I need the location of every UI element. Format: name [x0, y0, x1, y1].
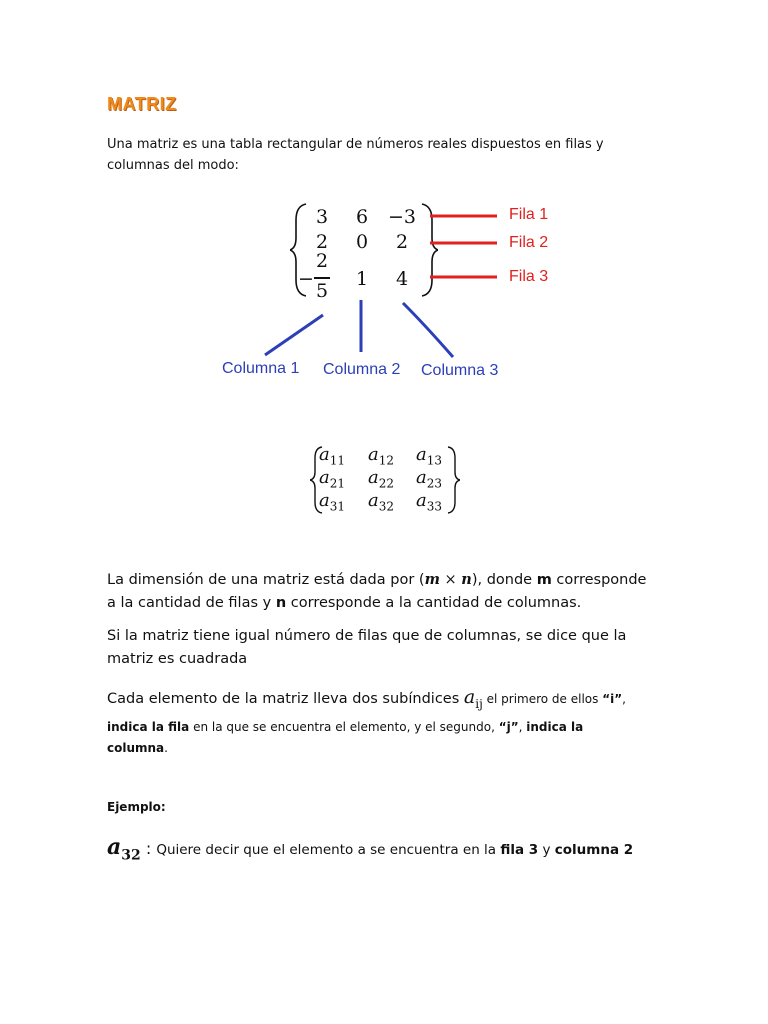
cell-r2c3: 2 [395, 231, 409, 253]
example-line: $a_{32}$ : Quiere decir que el elemento a se encuentra en la fila 3 y columna 2 [107, 834, 634, 864]
subindex-line-1: Cada elemento de la matriz lleva dos subíndices $a_{ij}$ el primero de ellos “i”, [107, 686, 626, 711]
square-line-1: Si la matriz tiene igual número de filas que de columnas, se dice que la [107, 628, 627, 644]
column-label-1: Columna 1 [222, 360, 300, 377]
row-connector-lines [425, 205, 505, 285]
column-1-line [265, 315, 323, 355]
square-paragraph [107, 625, 687, 671]
cell-r1c1: 3 [315, 206, 329, 228]
aij-symbol: $a_{ij}$ [463, 686, 483, 711]
fraction-denominator: 5 [315, 280, 329, 302]
row-label-1: Fila 1 [509, 206, 549, 223]
subindex-line-3: columna. [107, 740, 168, 755]
fraction-numerator: 2 [315, 250, 329, 272]
intro-line-2: columnas del modo: [107, 158, 239, 173]
general-right-brace [446, 444, 460, 516]
row-label-2: Fila 2 [509, 234, 549, 251]
square-line-2: matriz es cuadrada [107, 651, 248, 667]
column-label-3: Columna 3 [421, 362, 499, 379]
intro-paragraph [107, 134, 667, 176]
cell-r3c3: 4 [395, 268, 409, 290]
example-label: Ejemplo: [107, 800, 166, 814]
element-a11: $a_{11}$ [319, 444, 346, 468]
row-label-3: Fila 3 [509, 268, 549, 285]
dimension-line-1: La dimensión de una matriz está dada por (m × n), donde m corresponde [107, 571, 647, 588]
element-a13: $a_{13}$ [416, 444, 443, 468]
example-matrix [290, 200, 440, 310]
page-title: MATRIZ [107, 94, 177, 114]
column-3-line [403, 303, 453, 357]
a32-symbol: $a_{32}$ [107, 834, 141, 864]
fraction-bar [314, 277, 330, 279]
cell-r2c2: 0 [355, 231, 369, 253]
element-a33: $a_{33}$ [416, 490, 443, 514]
cell-r2c1: 2 [315, 231, 329, 253]
intro-line-1: Una matriz es una tabla rectangular de números reales dispuestos en filas y [107, 137, 604, 152]
dimension-paragraph [107, 568, 687, 615]
element-a31: $a_{31}$ [319, 490, 346, 514]
cell-r1c2: 6 [355, 206, 369, 228]
column-connector-lines [250, 295, 480, 365]
element-a23: $a_{23}$ [416, 467, 443, 491]
general-matrix [310, 444, 460, 516]
element-a32: $a_{32}$ [368, 490, 395, 514]
subindex-paragraph [107, 684, 687, 759]
dimension-line-2: a la cantidad de filas y n corresponde a la cantidad de columnas. [107, 595, 582, 611]
subindex-line-2: indica la fila en la que se encuentra el elemento, y el segundo, “j”, indica la [107, 719, 584, 734]
minus-sign: − [298, 268, 314, 290]
column-label-2: Columna 2 [323, 361, 401, 378]
element-a12: $a_{12}$ [368, 444, 395, 468]
element-a22: $a_{22}$ [368, 467, 395, 491]
element-a21: $a_{21}$ [319, 467, 346, 491]
cell-r1c3: −3 [387, 206, 416, 228]
cell-r3c2: 1 [355, 268, 369, 290]
